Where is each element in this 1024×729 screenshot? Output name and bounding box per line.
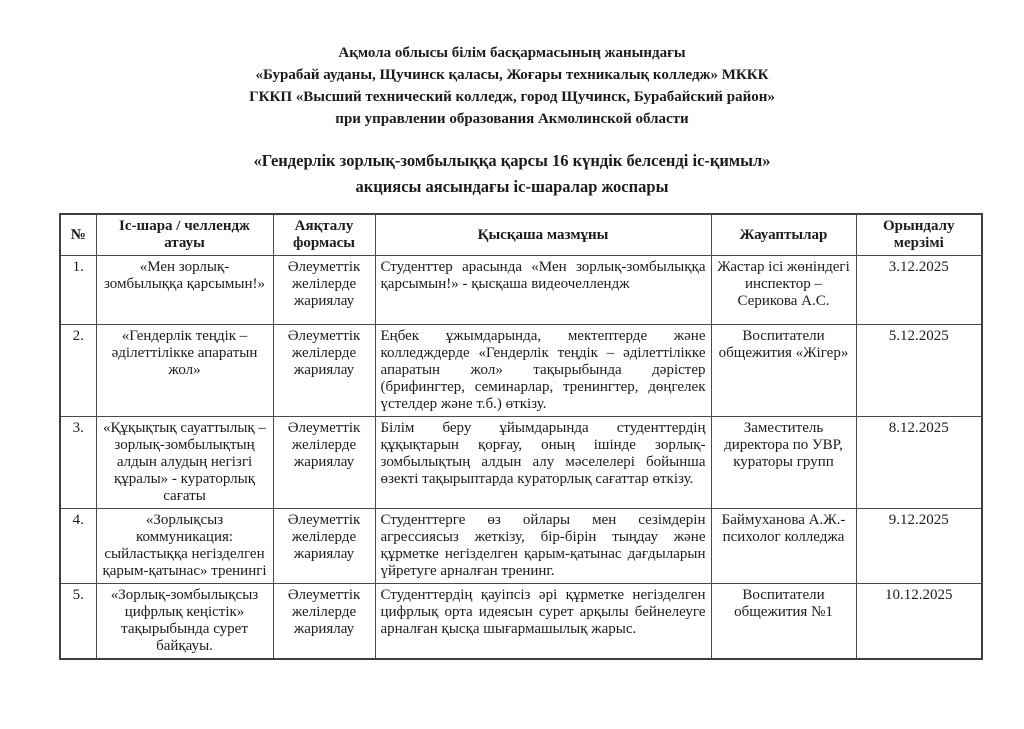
cell-num: 2. xyxy=(60,325,96,417)
cell-responsible: Баймуханова А.Ж.- психолог колледжа xyxy=(711,509,856,584)
org-line-2: «Бурабай ауданы, Щучинск қаласы, Жоғары техникалық колледж» МККК xyxy=(255,67,769,83)
cell-date: 5.12.2025 xyxy=(856,325,982,417)
col-header-num: № xyxy=(60,214,96,256)
cell-completion-form: Әлеуметтік желілерде жариялау xyxy=(273,325,375,417)
cell-completion-form: Әлеуметтік желілерде жариялау xyxy=(273,509,375,584)
cell-date: 10.12.2025 xyxy=(856,584,982,660)
cell-responsible: Жастар ісі жөніндегі инспектор – Серикова А.С. xyxy=(711,256,856,325)
title-line-2: акциясы аясындағы іс-шаралар жоспары xyxy=(355,177,669,196)
cell-completion-form: Әлеуметтік желілерде жариялау xyxy=(273,584,375,660)
cell-event-name: «Мен зорлық-зомбылыққа қарсымын!» xyxy=(96,256,273,325)
cell-num: 3. xyxy=(60,417,96,509)
table-row xyxy=(60,509,982,584)
cell-event-name: «Құқықтық сауаттылық – зорлық-зомбылықтың алдын алудың негізгі құралы» - кураторлық сағаты xyxy=(96,417,273,509)
cell-summary: Еңбек ұжымдарында, мектептерде және колледждерде «Гендерлік теңдік – әділеттілікке апаратын жол» тақырыбында дәрістер (брифингтер, семинарлар, тренингтер, дөңгелек үстелдер және т.б.) өткізу. xyxy=(375,325,711,417)
col-header-date: Орындалу мерзімі xyxy=(856,214,982,256)
cell-date: 3.12.2025 xyxy=(856,256,982,325)
cell-summary: Білім беру ұйымдарында студенттердің құқықтарын қорғау, оның ішінде зорлық-зомбылықтың алдын алу мәселелері бойынша өзекті тақырыптарда кураторлық сағаттар өткізу. xyxy=(375,417,711,509)
cell-date: 8.12.2025 xyxy=(856,417,982,509)
table-row xyxy=(60,584,982,660)
table-row xyxy=(60,256,982,325)
table-header-row xyxy=(60,214,982,256)
cell-summary: Студенттердің қауіпсіз әрі құрметке негізделген цифрлық орта идеясын сурет арқылы бейнелеуге арналған қысқа шығармашылық жарыс. xyxy=(375,584,711,660)
cell-num: 5. xyxy=(60,584,96,660)
org-line-1: Ақмола облысы білім басқармасының жанындағы xyxy=(338,45,686,61)
cell-summary: Студенттер арасында «Мен зорлық-зомбылыққа қарсымын!» - қысқаша видеочеллендж xyxy=(375,256,711,325)
cell-summary: Студенттерге өз ойлары мен сезімдерін агрессиясыз жеткізу, бір-бірін тыңдау және құрметке негізделген қарым-қатынас дағдыларын үйретуге арналған тренинг. xyxy=(375,509,711,584)
cell-completion-form: Әлеуметтік желілерде жариялау xyxy=(273,417,375,509)
col-header-responsible: Жауаптылар xyxy=(711,214,856,256)
cell-responsible: Заместитель директора по УВР, кураторы групп xyxy=(711,417,856,509)
cell-responsible: Воспитатели общежития №1 xyxy=(711,584,856,660)
cell-event-name: «Зорлық-зомбылықсыз цифрлық кеңістік» тақырыбында сурет байқауы. xyxy=(96,584,273,660)
cell-num: 4. xyxy=(60,509,96,584)
col-header-form: Аяқталу формасы xyxy=(273,214,375,256)
cell-date: 9.12.2025 xyxy=(856,509,982,584)
cell-event-name: «Гендерлік теңдік – әділеттілікке апаратын жол» xyxy=(96,325,273,417)
cell-event-name: «Зорлықсыз коммуникация: сыйластыққа негізделген қарым-қатынас» тренингі xyxy=(96,509,273,584)
table-body xyxy=(60,256,982,660)
col-header-summary: Қысқаша мазмұны xyxy=(375,214,711,256)
table-row xyxy=(60,417,982,509)
col-header-name: Іс-шара / челлендж атауы xyxy=(96,214,273,256)
organization-header xyxy=(0,0,1024,130)
document-title xyxy=(0,148,1024,200)
org-line-4: при управлении образования Акмолинской области xyxy=(335,111,689,127)
org-line-3: ГККП «Высший технический колледж, город Щучинск, Бурабайский район» xyxy=(249,89,775,105)
cell-completion-form: Әлеуметтік желілерде жариялау xyxy=(273,256,375,325)
title-line-1: «Гендерлік зорлық-зомбылыққа қарсы 16 күндік белсенді іс-қимыл» xyxy=(253,151,771,170)
table-row xyxy=(60,325,982,417)
cell-responsible: Воспитатели общежития «Жігер» xyxy=(711,325,856,417)
events-plan-table xyxy=(59,213,983,660)
cell-num: 1. xyxy=(60,256,96,325)
